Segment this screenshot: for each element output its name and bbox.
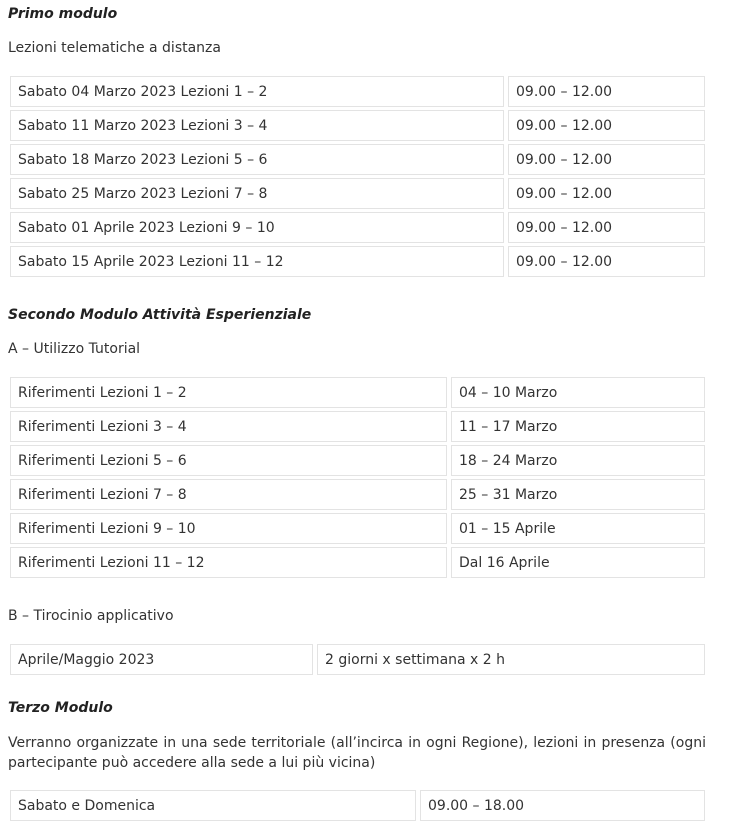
table-cell-label: Sabato e Domenica (10, 790, 416, 821)
table-cell-label: Riferimenti Lezioni 11 – 12 (10, 547, 447, 578)
table-cell-time: 09.00 – 12.00 (508, 110, 705, 141)
table-cell-period: 11 – 17 Marzo (451, 411, 705, 442)
section-description-terzo-modulo: Verranno organizzate in una sede territoriale (all’incirca in ogni Regione), lezioni in presenza (ogni partecipante può accedere alla sede a lui più vicina) (8, 735, 706, 771)
table-cell-time: 09.00 – 12.00 (508, 212, 705, 243)
table-cell-label: Riferimenti Lezioni 3 – 4 (10, 411, 447, 442)
table-cell-label: Sabato 11 Marzo 2023 Lezioni 3 – 4 (10, 110, 504, 141)
table-cell-label: Sabato 18 Marzo 2023 Lezioni 5 – 6 (10, 144, 504, 175)
table-row (10, 479, 705, 510)
subsection-title-tutorial: A – Utilizzo Tutorial (8, 341, 141, 357)
table-row (10, 212, 705, 243)
table-cell-label: Sabato 15 Aprile 2023 Lezioni 11 – 12 (10, 246, 504, 277)
table-row (10, 445, 705, 476)
table-cell-label: Riferimenti Lezioni 1 – 2 (10, 377, 447, 408)
section-title-secondo-modulo: Secondo Modulo Attività Esperienziale (8, 307, 312, 323)
table-cell-label: Sabato 04 Marzo 2023 Lezioni 1 – 2 (10, 76, 504, 107)
table-cell-period: 18 – 24 Marzo (451, 445, 705, 476)
table-row (10, 790, 705, 821)
table-cell-time: 09.00 – 12.00 (508, 76, 705, 107)
table-terzo-modulo (6, 787, 709, 824)
subsection-title-tirocinio: B – Tirocinio applicativo (8, 608, 174, 624)
table-cell-label: Riferimenti Lezioni 9 – 10 (10, 513, 447, 544)
table-cell-label: Sabato 25 Marzo 2023 Lezioni 7 – 8 (10, 178, 504, 209)
table-row (10, 644, 705, 675)
table-row (10, 76, 705, 107)
table-cell-time: 09.00 – 12.00 (508, 178, 705, 209)
table-primo-modulo (6, 73, 709, 280)
table-row (10, 411, 705, 442)
table-cell-period: 01 – 15 Aprile (451, 513, 705, 544)
table-row (10, 110, 705, 141)
table-secondo-modulo-b (6, 641, 709, 678)
table-cell-period: 04 – 10 Marzo (451, 377, 705, 408)
table-cell-detail: 2 giorni x settimana x 2 h (317, 644, 705, 675)
table-row (10, 513, 705, 544)
table-cell-label: Riferimenti Lezioni 5 – 6 (10, 445, 447, 476)
section-title-primo-modulo: Primo modulo (8, 6, 118, 22)
table-cell-period: Dal 16 Aprile (451, 547, 705, 578)
section-subtitle-lezioni: Lezioni telematiche a distanza (8, 40, 221, 56)
table-cell-time: 09.00 – 12.00 (508, 246, 705, 277)
section-title-terzo-modulo: Terzo Modulo (8, 700, 113, 716)
table-cell-label: Sabato 01 Aprile 2023 Lezioni 9 – 10 (10, 212, 504, 243)
table-secondo-modulo-a (6, 374, 709, 581)
table-row (10, 377, 705, 408)
table-cell-time: 09.00 – 12.00 (508, 144, 705, 175)
table-row (10, 547, 705, 578)
table-row (10, 246, 705, 277)
table-cell-period: 25 – 31 Marzo (451, 479, 705, 510)
table-row (10, 178, 705, 209)
table-cell-time: 09.00 – 18.00 (420, 790, 705, 821)
table-cell-label: Aprile/Maggio 2023 (10, 644, 313, 675)
table-cell-label: Riferimenti Lezioni 7 – 8 (10, 479, 447, 510)
table-row (10, 144, 705, 175)
